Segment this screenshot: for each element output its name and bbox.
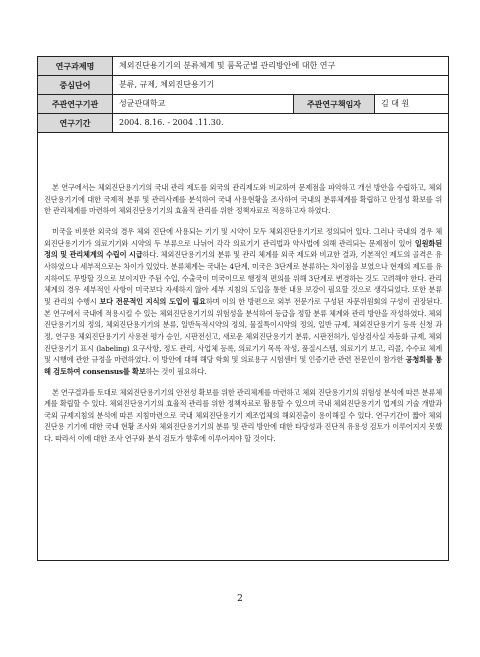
keywords-row xyxy=(38,76,448,95)
project-info-table xyxy=(38,57,448,133)
title-row xyxy=(38,57,448,76)
findings-text-4: 하는 것이 필요하다. xyxy=(145,366,207,376)
paragraph-purpose: 본 연구에서는 체외진단용기기의 국내 관리 제도를 외국의 관리제도와 비교하여 문제점을 파악하고 개선 방안을 수립하고, 체외진단용기기에 대한 국제적 분류 및 관리사례를 분석하여 국내 사용현황을 조사하여 국내의 분류체계를 확립하고 안정성 확보를 위한 관리체계를 마련하여 체외진단용기기의 효율적 관리를 위한 정책자료로 적용하고자 하였다. xyxy=(44,183,442,216)
period-value: 2004. 8.16. - 2004 .11.30. xyxy=(113,114,449,133)
title-label: 연구과제명 xyxy=(38,57,113,76)
org-label: 주관연구기관 xyxy=(38,95,113,114)
findings-text-1: 미국을 비롯한 외국의 경우 체외 진단에 사용되는 기기 및 시약이 모두 체외진단용기기로 정의되어 있다. 그러나 국내의 경우 체외진단용기기가 의료기기와 시약의 두 부류으로 나뉘어 각각 의료기기 관리법과 약사법에 의해 관리되는 문제점이 있어 xyxy=(44,226,442,248)
title-value: 체외진단용기기의 분류체계 및 품목군별 관리방안에 대한 연구 xyxy=(113,57,449,76)
org-row xyxy=(38,95,448,114)
findings-emphasis-3: 공청회를 통해 검토하여 consensus를 확보 xyxy=(44,355,442,376)
pi-label: 주관연구책임자 xyxy=(294,95,375,114)
paragraph-conclusion: 본 연구결과를 토대로 체외진단용기기의 안전성 확보를 위한 관리체계를 마련하고 체외 진단용기기의 위험성 분석에 따른 분류체계를 확립할 수 있다. 체외진단용기기의 효율적 관리를 위한 정책자료로 활용할 수 있으며 국내 체외진단용기기 업계의 기술 개발과 국외 규제지침의 분석에 따른 지침마련으로 국내 체외진단용기기 제조업체의 해외진출이 용이해질 수 있다. 연구기간이 짧아 체외 진단용 기기에 대한 국내 현황 조사와 체외진단용기기의 분류 및 관리 방안에 대한 타당성과 진단적 유용성 검토가 이루어지지 못했다. 따라서 이에 대한 조사 연구와 분석 검토가 향후에 이루어져야 할 것이다. xyxy=(44,387,442,444)
keywords-value: 분류, 규제, 체외진단용기기 xyxy=(113,76,449,95)
abstract-body xyxy=(44,182,442,445)
pi-value: 김 대 원 xyxy=(375,95,449,114)
findings-text-3: 하며 이의 한 방편으로 외부 전문가로 구성된 자문위원회의 구성이 권장된다. 본 연구에서 국내에 적용시킬 수 있는 체외진단용기기의 위험성을 분석하여 등급을 정할 분류 체계와 관리 방안을 작성하였다. 체외진단용기기의 정의, 체외진단용기기의 분류, 일반독적시약의 정의, 물질특이시약의 정의, 일반 규제, 체외진단용기기 등록 신청 과정, 연구용 체외진단용기기 사용전 평가 승인, 시판전신고, 새로운 체외진단용기기 분류, 시판전허가, 임상검사실 자동화 규제, 체외진단용기기 표시 (labeling) 요구사항, 정도 관리, 사업체 등록, 의료기기 목록 작성, 품질시스템, 의료기기 보고, 리콜, 수수료 체계 및 시행에 관한 규정을 마련하였다. 이 방안에 대해 해당 학회 및 의료용구 시험센터 및 인증기관 관련 전문인이 참가한 xyxy=(44,296,443,365)
keywords-label: 중심단어 xyxy=(38,76,113,95)
page-number: 2 xyxy=(237,594,243,604)
findings-emphasis-1: 일원화된 정의 및 관리체계의 수립이 시급 xyxy=(44,238,442,260)
period-label: 연구기간 xyxy=(38,114,113,133)
period-row xyxy=(38,114,448,133)
org-value: 성균관대학교 xyxy=(113,95,294,114)
paragraph-findings xyxy=(44,226,442,378)
findings-emphasis-2: 보다 전문적인 지식의 도입이 필요 xyxy=(99,296,206,306)
summary-frame xyxy=(37,56,449,561)
findings-text-2: 하다. 체외진단용기기의 분류 및 관리 체계를 외국 제도와 비교한 결과, 기본적인 제도의 골격은 유사하였으나 세부적으로는 차이가 있었다. 분류체계는 국내는 4단계, 미국은 3단계로 분류하는 차이점을 보였으나 현재의 제도를 유지하여도 무방할 것으로 보이지만 주된 수입, 수출국이 미국이므로 행정적 편의를 위해 3단계로 변경하는 것도 고려해야 한다. 관리 체계의 경우 세부적인 사항이 미국보다 자세하지 않아 세부 지침의 도입을 통한 내용 보강이 필요할 것으로 생각되었다. 또한 분류 및 관리의 수행시 xyxy=(44,250,442,306)
